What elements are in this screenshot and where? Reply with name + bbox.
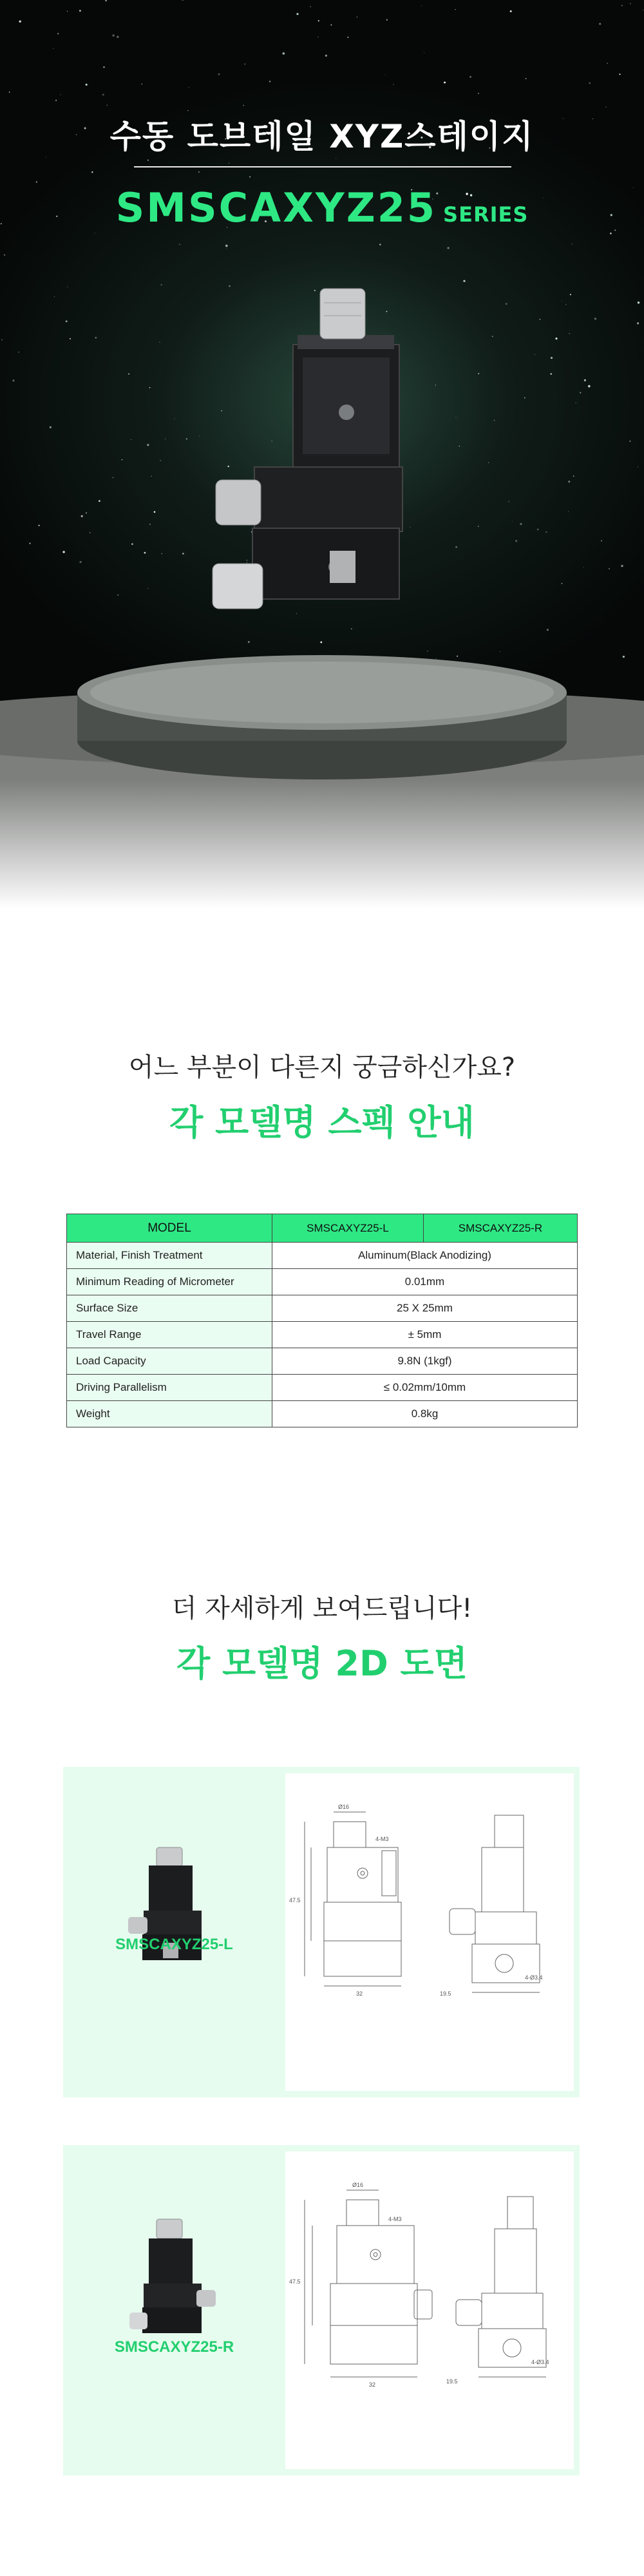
dim-height: 47.5 xyxy=(289,2278,301,2285)
product-thumbnail-r xyxy=(124,2209,221,2338)
technical-drawing-l xyxy=(285,1773,574,2091)
hero-title: 수동 도브테일 XYZ스테이지 xyxy=(109,118,535,155)
dim-width: 32 xyxy=(369,2381,376,2388)
drawing-panel-l xyxy=(63,1767,580,2097)
drawing-model-label: SMSCAXYZ25-R xyxy=(114,2338,234,2356)
spec-label: Minimum Reading of Micrometer xyxy=(67,1269,272,1295)
dim-width: 32 xyxy=(356,1990,363,1997)
spec-label: Material, Finish Treatment xyxy=(67,1243,272,1269)
table-row xyxy=(67,1322,578,1348)
spec-value: 0.01mm xyxy=(272,1269,578,1295)
spec-value: 0.8kg xyxy=(272,1401,578,1427)
dim-slot: 4-Ø3.4 xyxy=(525,1974,543,1981)
table-row xyxy=(67,1295,578,1322)
spec-value: ± 5mm xyxy=(272,1322,578,1348)
table-row xyxy=(67,1375,578,1401)
drawing-card xyxy=(285,1773,574,2091)
spec-header-model: MODEL xyxy=(67,1214,272,1243)
dim-top-dia: Ø16 xyxy=(338,1804,350,1810)
drawing-card xyxy=(285,2151,574,2469)
hero-model-name xyxy=(0,184,644,231)
spec-subtitle: 어느 부분이 다른지 궁금하신가요? xyxy=(128,1053,516,1082)
spec-value: Aluminum(Black Anodizing) xyxy=(272,1243,578,1269)
hero-fade xyxy=(0,779,644,908)
table-row xyxy=(67,1348,578,1375)
dim-hole: 4-M3 xyxy=(375,1836,389,1842)
dim-side: 19.5 xyxy=(440,1990,451,1997)
spec-header-l: SMSCAXYZ25-L xyxy=(272,1214,424,1243)
spec-label: Surface Size xyxy=(67,1295,272,1322)
hero-banner xyxy=(0,0,644,908)
dim-height: 47.5 xyxy=(289,1897,301,1903)
spec-label: Travel Range xyxy=(67,1322,272,1348)
dim-side: 19.5 xyxy=(446,2378,458,2385)
spec-label: Driving Parallelism xyxy=(67,1375,272,1401)
spec-label: Weight xyxy=(67,1401,272,1427)
spec-header-r: SMSCAXYZ25-R xyxy=(423,1214,577,1243)
drawing-section-heading xyxy=(0,1588,644,1686)
spec-title: 각 모델명 스펙 안내 xyxy=(169,1102,475,1143)
technical-drawing-r xyxy=(285,2151,574,2469)
drawing-title: 각 모델명 2D 도면 xyxy=(176,1643,468,1684)
hero-series-text: SERIES xyxy=(443,202,529,227)
drawing-panel-r xyxy=(63,2145,580,2476)
spec-value: ≤ 0.02mm/10mm xyxy=(272,1375,578,1401)
spec-section-heading xyxy=(0,1047,644,1145)
table-row xyxy=(67,1269,578,1295)
dim-slot: 4-Ø3.4 xyxy=(531,2359,549,2365)
table-row xyxy=(67,1401,578,1427)
spec-value: 9.8N (1kgf) xyxy=(272,1348,578,1375)
table-row xyxy=(67,1243,578,1269)
spec-label: Load Capacity xyxy=(67,1348,272,1375)
hero-model-text: SMSCAXYZ25 xyxy=(115,184,437,231)
dim-hole: 4-M3 xyxy=(388,2216,402,2222)
hero-divider xyxy=(134,166,511,167)
spec-header-row xyxy=(67,1214,578,1243)
xyz-stage-product xyxy=(213,289,402,609)
spec-value: 25 X 25mm xyxy=(272,1295,578,1322)
drawing-model-label: SMSCAXYZ25-L xyxy=(115,1936,233,1953)
spec-table xyxy=(66,1214,578,1427)
drawing-subtitle: 더 자세하게 보여드립니다! xyxy=(171,1594,473,1623)
dim-top-dia: Ø16 xyxy=(352,2182,364,2188)
